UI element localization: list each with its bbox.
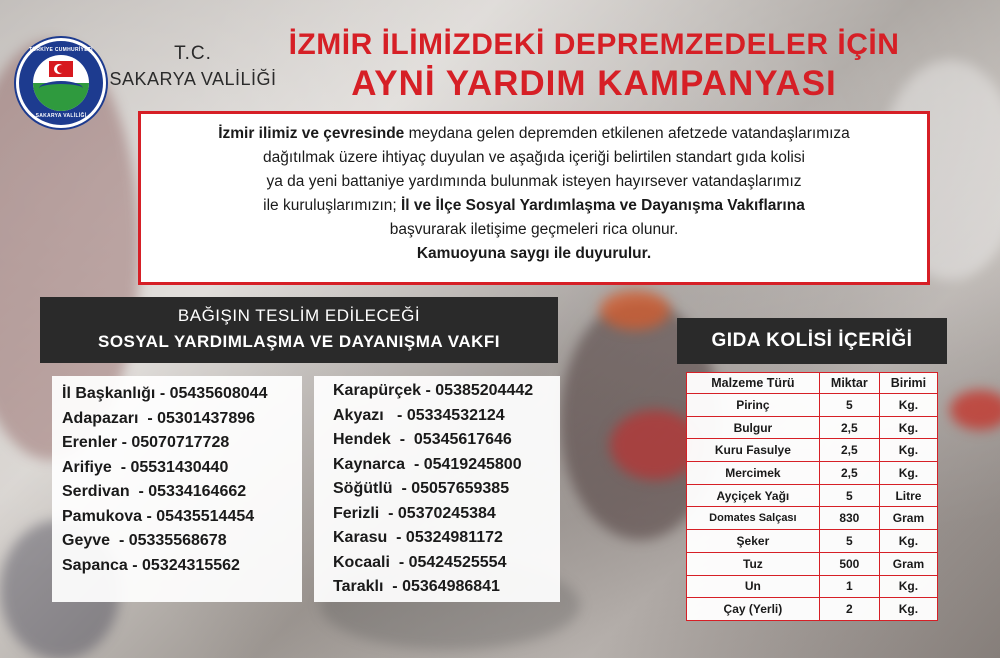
item-cell: Çay (Yerli) [687, 598, 820, 621]
column-header: Birimi [879, 373, 937, 394]
item-cell: Şeker [687, 530, 820, 553]
district-name: Taraklı [333, 578, 384, 595]
district-name: Erenler [62, 434, 118, 451]
table-row [687, 575, 938, 598]
district-name: Pamukova [62, 507, 143, 525]
phone-number: - 05334164662 [129, 483, 247, 500]
phone-number: - 05335568678 [110, 532, 227, 549]
district-name: Akyazı [333, 406, 384, 424]
contact-row [333, 379, 560, 404]
announcement-line6: Kamuoyuna saygı ile duyurulur. [416, 245, 652, 262]
organization-name [108, 43, 278, 90]
qty-cell: 1 [819, 575, 879, 598]
unit-cell: Gram [879, 507, 937, 530]
table-row [687, 416, 938, 439]
item-cell: Kuru Fasulye [687, 439, 820, 462]
announcement-line2: dağıtılmak üzere ihtiyaç duyulan ve aşağıda içeriği belirtilen standart gıda kolisi [263, 149, 805, 166]
qty-cell: 5 [819, 530, 879, 553]
food-parcel-table [686, 372, 938, 621]
announcement-box [138, 111, 930, 285]
phone-number: - 05057659385 [392, 480, 510, 497]
table-row [687, 507, 938, 530]
contact-row [62, 382, 302, 407]
org-line1: T.C. [174, 43, 212, 64]
table-row [687, 530, 938, 553]
unit-cell: Kg. [879, 394, 937, 417]
table-row [687, 462, 938, 485]
unit-cell: Kg. [879, 575, 937, 598]
contact-row [62, 407, 302, 432]
item-cell: Un [687, 575, 820, 598]
item-cell: Bulgur [687, 416, 820, 439]
district-name: Hendek [333, 431, 391, 448]
turkish-flag-icon [49, 61, 73, 77]
delivery-header [40, 297, 558, 363]
phone-number: - 05070717728 [117, 434, 230, 451]
item-cell: Domates Salçası [687, 507, 820, 530]
unit-cell: Litre [879, 484, 937, 507]
item-cell: Pirinç [687, 394, 820, 417]
item-cell: Ayçiçek Yağı [687, 484, 820, 507]
district-name: Adapazarı [62, 409, 139, 427]
qty-cell: 2 [819, 598, 879, 621]
org-line2: SAKARYA VALİLİĞİ [109, 69, 277, 89]
announcement-line4 [141, 194, 927, 218]
announcement-line3: ya da yeni battaniye yardımında bulunmak isteyen hayırsever vatandaşlarımız [266, 173, 802, 190]
qty-cell: 830 [819, 507, 879, 530]
contact-row [62, 456, 302, 481]
district-name: Söğütlü [333, 480, 393, 497]
contacts-left-list [52, 376, 302, 602]
contact-row [333, 404, 560, 429]
title-line1: İZMİR İLİMİZDEKİ DEPREMZEDELER İÇİN [288, 28, 900, 61]
phone-number: - 05370245384 [379, 504, 496, 522]
contact-row [333, 428, 560, 453]
unit-cell: Kg. [879, 416, 937, 439]
announcement-l4-bold: İl ve İlçe Sosyal Yardımlaşma ve Dayanışma Vakıflarına [401, 197, 805, 214]
phone-number: - 05301437896 [138, 409, 256, 427]
delivery-line1: BAĞIŞIN TESLİM EDİLECEĞİ [177, 306, 421, 325]
delivery-line2: SOSYAL YARDIMLAŞMA VE DAYANIŞMA VAKFI [97, 332, 501, 351]
district-name: Geyve [62, 532, 111, 549]
table-row [687, 484, 938, 507]
district-name: Kaynarca [333, 455, 406, 473]
announcement-line5: başvurarak iletişime geçmeleri rica olunur. [389, 221, 679, 238]
contact-row [333, 526, 560, 551]
unit-cell: Kg. [879, 530, 937, 553]
food-parcel-header: GIDA KOLİSİ İÇERİĞİ [677, 318, 947, 364]
phone-number: - 05531430440 [111, 458, 229, 476]
district-name: İl Başkanlığı [62, 385, 156, 402]
district-name: Karasu [333, 529, 388, 546]
unit-cell: Kg. [879, 439, 937, 462]
contact-row [62, 529, 302, 554]
phone-number: - 05345617646 [390, 431, 512, 448]
logo-bottom-text: SAKARYA VALİLİĞİ [35, 113, 87, 119]
qty-cell: 5 [819, 394, 879, 417]
qty-cell: 500 [819, 552, 879, 575]
table-row [687, 394, 938, 417]
qty-cell: 2,5 [819, 462, 879, 485]
contact-row [62, 480, 302, 505]
contact-row [333, 502, 560, 527]
contact-row [333, 453, 560, 478]
item-cell: Tuz [687, 552, 820, 575]
contact-row [62, 431, 302, 456]
unit-cell: Kg. [879, 462, 937, 485]
table-row [687, 439, 938, 462]
announcement-l4-pre: ile kuruluşlarımızın; [263, 197, 401, 214]
phone-number: - 05364986841 [383, 578, 500, 595]
district-name: Karapürçek [333, 382, 422, 399]
unit-cell: Gram [879, 552, 937, 575]
contacts-right-list [314, 376, 560, 602]
announcement-l1-rest: meydana gelen depremden etkilenen afetzede vatandaşlarımıza [404, 125, 850, 142]
item-cell: Mercimek [687, 462, 820, 485]
phone-number: - 05424525554 [389, 553, 507, 571]
unit-cell: Kg. [879, 598, 937, 621]
contact-row [333, 477, 560, 502]
column-header: Miktar [819, 373, 879, 394]
district-name: Sapanca [62, 556, 128, 574]
announcement-line1 [141, 122, 927, 146]
phone-number: - 05385204442 [421, 382, 534, 399]
district-name: Arifiye [62, 458, 112, 476]
district-name: Kocaali [333, 553, 390, 571]
district-name: Serdivan [62, 483, 130, 500]
phone-number: - 05324315562 [127, 556, 240, 574]
qty-cell: 2,5 [819, 416, 879, 439]
phone-number: - 05334532124 [383, 406, 505, 424]
announcement-l1-bold: İzmir ilimiz ve çevresinde [218, 125, 405, 142]
district-name: Ferizli [333, 504, 380, 522]
phone-number: - 05419245800 [405, 455, 522, 473]
column-header: Malzeme Türü [687, 373, 820, 394]
table-header-row [687, 373, 938, 394]
table-row [687, 552, 938, 575]
bridge-icon [39, 81, 83, 96]
campaign-title [284, 28, 904, 104]
title-line2: AYNİ YARDIM KAMPANYASI [351, 64, 837, 103]
contact-row [333, 575, 560, 600]
phone-number: - 05324981172 [387, 529, 503, 546]
qty-cell: 2,5 [819, 439, 879, 462]
contact-row [62, 505, 302, 530]
contact-row [62, 554, 302, 579]
logo-top-text: TÜRKİYE CUMHURİYETİ [29, 47, 93, 53]
phone-number: - 05435608044 [155, 385, 268, 402]
contact-row [333, 551, 560, 576]
table-row [687, 598, 938, 621]
qty-cell: 5 [819, 484, 879, 507]
governorship-logo [16, 38, 106, 128]
phone-number: - 05435514454 [142, 507, 255, 525]
